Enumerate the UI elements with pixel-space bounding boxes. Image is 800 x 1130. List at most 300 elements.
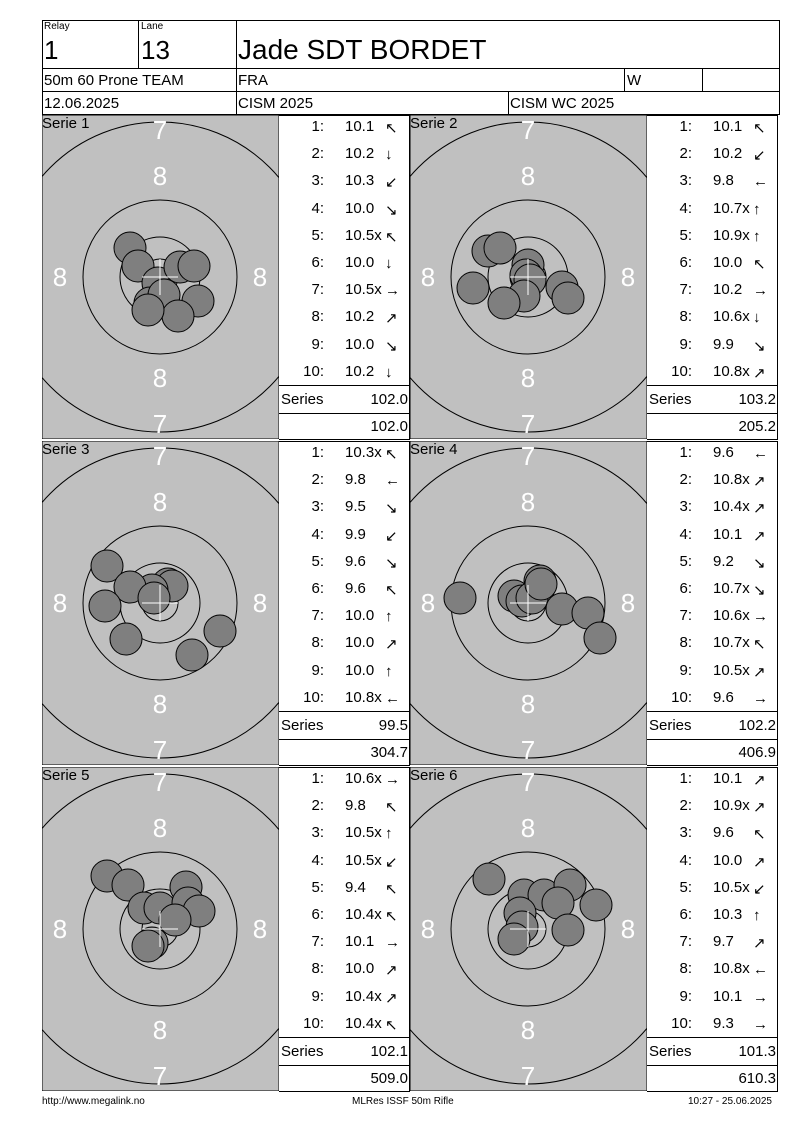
shot-score: 10.6x <box>713 308 750 326</box>
shot-score: 9.6 <box>713 688 734 706</box>
header-block <box>42 20 780 115</box>
shot-number: 1: <box>311 770 324 787</box>
shot-direction-arrow-icon: ↖ <box>753 256 766 273</box>
series-total-label: Series <box>281 391 324 408</box>
shot-score: 10.4x <box>713 498 750 516</box>
series-total-label: Series <box>281 1043 324 1060</box>
shot-number: 10: <box>671 362 692 380</box>
shot-number: 9: <box>679 661 692 679</box>
shot-number: 2: <box>679 797 692 815</box>
shot-direction-arrow-icon: → <box>385 934 400 952</box>
target-image <box>410 441 647 765</box>
shot-direction-arrow-icon: ↖ <box>385 1016 398 1034</box>
shot-direction-arrow-icon: ↙ <box>385 527 398 545</box>
shot-hole <box>498 923 530 955</box>
shot-score: 9.4 <box>345 878 366 896</box>
shot-score: 10.0 <box>713 254 743 271</box>
shot-direction-arrow-icon: ↖ <box>385 228 398 246</box>
shot-number: 1: <box>679 118 692 135</box>
shot-direction-arrow-icon: ↗ <box>753 663 766 681</box>
running-total-value: 610.3 <box>738 1070 776 1087</box>
shot-direction-arrow-icon: ↖ <box>385 880 398 898</box>
ring-number: 7 <box>152 115 168 145</box>
shot-number: 9: <box>679 335 692 353</box>
shot-score: 9.5 <box>345 498 366 516</box>
ring-number: 8 <box>52 588 68 618</box>
footer-timestamp: 10:27 - 25.06.2025 <box>688 1096 772 1107</box>
shot-direction-arrow-icon: ↑ <box>753 907 761 924</box>
shot-number: 5: <box>679 226 692 244</box>
shot-direction-arrow-icon: ← <box>385 472 400 490</box>
shot-direction-arrow-icon: ↖ <box>753 120 766 137</box>
series-total-value: 102.0 <box>370 391 408 408</box>
shot-direction-arrow-icon: ↘ <box>385 554 398 572</box>
ring-number: 8 <box>620 588 636 618</box>
shot-row <box>279 526 410 553</box>
shot-row <box>279 960 410 987</box>
shot-direction-arrow-icon: ↗ <box>385 989 398 1007</box>
shot-score: 10.3 <box>713 906 743 923</box>
target-image <box>42 441 279 765</box>
shot-number: 10: <box>671 1014 692 1032</box>
shot-number: 9: <box>311 987 324 1005</box>
series-title: Serie 6 <box>410 767 458 784</box>
date: 12.06.2025 <box>44 95 120 112</box>
shot-score: 10.1 <box>345 118 375 135</box>
shot-score: 10.1 <box>713 525 743 543</box>
shot-score: 10.1 <box>713 987 743 1005</box>
ring-number: 8 <box>152 689 168 719</box>
running-total-value: 509.0 <box>370 1070 408 1087</box>
shot-row <box>647 988 778 1015</box>
shot-number: 8: <box>311 960 324 978</box>
shot-number: 10: <box>303 362 324 380</box>
shot-hole <box>132 930 164 962</box>
shot-score: 10.0 <box>345 634 375 652</box>
shot-direction-arrow-icon: ↘ <box>753 337 766 355</box>
shot-row <box>279 879 410 906</box>
relay-number: 1 <box>44 35 59 65</box>
shot-number: 5: <box>311 226 324 244</box>
shot-score: 9.3 <box>713 1014 734 1032</box>
shot-direction-arrow-icon: → <box>753 988 768 1006</box>
shot-hole <box>552 282 584 314</box>
shot-direction-arrow-icon: ↗ <box>753 527 766 545</box>
ring-number: 8 <box>252 914 268 944</box>
shot-number: 4: <box>679 199 692 217</box>
shot-score: 10.4x <box>345 906 382 923</box>
shot-direction-arrow-icon: ← <box>385 689 400 707</box>
series-total-label: Series <box>649 717 692 734</box>
shot-number: 9: <box>311 335 324 353</box>
shot-hole <box>176 639 208 671</box>
target-image <box>410 115 647 439</box>
shot-list <box>279 441 410 765</box>
ring-number: 7 <box>152 441 168 471</box>
shot-direction-arrow-icon: ↗ <box>385 962 398 980</box>
shot-number: 2: <box>679 145 692 163</box>
lane-number: 13 <box>141 35 170 65</box>
ring-number: 7 <box>520 115 536 145</box>
shot-direction-arrow-icon: ↗ <box>753 772 766 789</box>
shot-score: 10.1 <box>345 933 375 951</box>
ring-number: 8 <box>252 588 268 618</box>
shot-score: 9.2 <box>713 552 734 570</box>
shot-score: 10.0 <box>345 254 375 271</box>
shot-score: 10.3x <box>345 444 382 461</box>
shot-number: 8: <box>311 634 324 652</box>
shot-row <box>279 281 410 308</box>
target-image <box>410 767 647 1091</box>
series-totals <box>647 385 778 440</box>
series-totals <box>279 385 410 440</box>
shot-direction-arrow-icon: → <box>753 689 768 707</box>
shot-direction-arrow-icon: ↘ <box>385 337 398 355</box>
shot-direction-arrow-icon: ↙ <box>753 147 766 165</box>
shot-score: 10.5x <box>345 851 382 869</box>
shot-score: 10.2 <box>345 145 375 163</box>
shot-row <box>647 662 778 689</box>
shot-score: 10.5x <box>345 824 382 842</box>
shot-score: 10.9x <box>713 797 750 815</box>
shot-direction-arrow-icon: → <box>753 282 768 300</box>
shot-hole <box>178 250 210 282</box>
shot-list <box>647 441 778 765</box>
shot-row <box>647 879 778 906</box>
ring-number: 7 <box>520 735 536 765</box>
shot-number: 3: <box>311 498 324 516</box>
shot-row <box>279 770 410 797</box>
ring-number: 8 <box>420 914 436 944</box>
shot-score: 10.5x <box>713 661 750 679</box>
shot-score: 10.0 <box>345 607 375 625</box>
shot-direction-arrow-icon: ↗ <box>753 935 766 953</box>
shot-direction-arrow-icon: ↖ <box>753 826 766 844</box>
shot-row <box>279 580 410 607</box>
shot-score: 9.8 <box>345 471 366 489</box>
series-title: Serie 4 <box>410 441 458 458</box>
shot-score: 10.0 <box>345 960 375 978</box>
ring-number: 8 <box>520 363 536 393</box>
shot-score: 9.6 <box>345 552 366 570</box>
shot-number: 2: <box>311 797 324 815</box>
shot-number: 8: <box>679 634 692 652</box>
shot-hole <box>488 287 520 319</box>
series-total-value: 102.2 <box>738 717 776 734</box>
shot-row <box>279 172 410 199</box>
shot-direction-arrow-icon: ↑ <box>753 200 761 218</box>
shot-row <box>279 145 410 172</box>
series-totals <box>647 1037 778 1092</box>
shot-row <box>279 852 410 879</box>
shot-row <box>279 444 410 471</box>
shot-score: 10.5x <box>713 878 750 896</box>
shot-number: 7: <box>679 933 692 951</box>
gender: W <box>627 72 642 89</box>
shot-direction-arrow-icon: → <box>385 771 400 788</box>
shot-score: 10.8x <box>345 688 382 706</box>
shot-direction-arrow-icon: ← <box>753 173 768 191</box>
shot-direction-arrow-icon: ↗ <box>753 500 766 518</box>
shot-score: 10.9x <box>713 226 750 244</box>
shot-score: 9.6 <box>345 580 366 597</box>
series-totals <box>279 1037 410 1092</box>
ring-number: 8 <box>520 487 536 517</box>
shot-number: 7: <box>311 933 324 951</box>
shot-direction-arrow-icon: ↑ <box>385 662 393 680</box>
series-title: Serie 2 <box>410 115 458 132</box>
shot-score: 10.6x <box>345 770 382 787</box>
shot-row <box>279 498 410 525</box>
shot-number: 9: <box>679 987 692 1005</box>
shot-score: 10.4x <box>345 1014 382 1032</box>
shot-row <box>647 553 778 580</box>
series-totals <box>647 711 778 766</box>
footer-url[interactable]: http://www.megalink.no <box>42 1096 145 1107</box>
shot-direction-arrow-icon: ↘ <box>385 500 398 518</box>
shot-row <box>279 797 410 824</box>
shot-number: 5: <box>311 552 324 570</box>
shot-score: 9.7 <box>713 933 734 951</box>
shot-direction-arrow-icon: ↑ <box>753 227 761 245</box>
shot-hole <box>484 232 516 264</box>
shot-score: 10.2 <box>345 308 375 326</box>
series-total-value: 99.5 <box>378 717 408 734</box>
shot-number: 5: <box>679 552 692 570</box>
ring-number: 8 <box>520 161 536 191</box>
shot-row <box>279 634 410 661</box>
running-total-value: 102.0 <box>370 418 408 435</box>
shot-direction-arrow-icon: → <box>753 608 768 626</box>
shot-score: 9.6 <box>713 824 734 842</box>
shot-row <box>647 172 778 199</box>
ring-number: 7 <box>152 1061 168 1091</box>
shot-list <box>647 115 778 439</box>
series-title: Serie 5 <box>42 767 90 784</box>
shot-hole <box>584 622 616 654</box>
shot-row <box>647 118 778 145</box>
shot-number: 6: <box>311 906 324 923</box>
ring-number: 7 <box>152 735 168 765</box>
relay-label: Relay <box>44 21 70 32</box>
series-total-label: Series <box>649 1043 692 1060</box>
shot-number: 2: <box>311 145 324 163</box>
target-image <box>42 115 279 439</box>
shot-score: 10.2 <box>345 362 375 380</box>
shot-direction-arrow-icon: ↗ <box>753 853 766 871</box>
series-title: Serie 1 <box>42 115 90 132</box>
shot-row <box>647 770 778 797</box>
shot-number: 8: <box>679 960 692 978</box>
ring-number: 7 <box>520 441 536 471</box>
series-totals <box>279 711 410 766</box>
shot-direction-arrow-icon: ← <box>753 445 768 462</box>
shot-number: 1: <box>679 770 692 787</box>
shot-hole <box>444 582 476 614</box>
shot-direction-arrow-icon: ↙ <box>385 853 398 871</box>
shot-row <box>647 580 778 607</box>
ring-number: 8 <box>620 914 636 944</box>
shot-direction-arrow-icon: ↘ <box>753 554 766 572</box>
shot-number: 7: <box>679 607 692 625</box>
shot-score: 10.0 <box>345 335 375 353</box>
shot-list <box>279 115 410 439</box>
shot-direction-arrow-icon: ↗ <box>385 310 398 328</box>
shot-row <box>647 852 778 879</box>
series-total-value: 101.3 <box>738 1043 776 1060</box>
shot-row <box>279 553 410 580</box>
shot-direction-arrow-icon: ↙ <box>753 880 766 898</box>
shot-number: 2: <box>311 471 324 489</box>
lane-label: Lane <box>141 21 164 32</box>
shot-row <box>647 308 778 335</box>
shot-row <box>647 824 778 851</box>
shot-row <box>647 906 778 933</box>
shot-row <box>647 960 778 987</box>
shot-row <box>647 471 778 498</box>
shot-number: 3: <box>679 824 692 842</box>
shot-direction-arrow-icon: ↓ <box>385 363 393 381</box>
shot-score: 10.7x <box>713 634 750 652</box>
shot-number: 4: <box>311 525 324 543</box>
shot-score: 10.1 <box>713 770 743 787</box>
ring-number: 8 <box>152 363 168 393</box>
shot-number: 4: <box>311 851 324 869</box>
shot-row <box>279 336 410 363</box>
shot-score: 9.8 <box>713 172 734 190</box>
shot-score: 10.7x <box>713 580 750 597</box>
shot-number: 3: <box>311 824 324 842</box>
shot-list <box>279 767 410 1091</box>
shot-score: 10.8x <box>713 362 750 380</box>
ring-number: 8 <box>52 914 68 944</box>
shot-row <box>279 254 410 281</box>
ring-number: 8 <box>420 262 436 292</box>
shot-row <box>647 797 778 824</box>
shot-row <box>647 526 778 553</box>
ring-number: 8 <box>152 487 168 517</box>
shot-row <box>647 281 778 308</box>
shot-direction-arrow-icon: ↖ <box>385 446 398 463</box>
shot-row <box>647 227 778 254</box>
shot-number: 7: <box>311 607 324 625</box>
shot-direction-arrow-icon: ↙ <box>385 174 398 192</box>
shot-number: 3: <box>679 498 692 516</box>
ring-number: 7 <box>520 409 536 439</box>
shot-number: 7: <box>679 281 692 299</box>
shot-score: 10.8x <box>713 960 750 978</box>
shot-row <box>647 607 778 634</box>
series-total-label: Series <box>649 391 692 408</box>
shot-score: 9.9 <box>713 335 734 353</box>
shot-hole <box>132 294 164 326</box>
series-title: Serie 3 <box>42 441 90 458</box>
shot-hole <box>110 623 142 655</box>
ring-number: 7 <box>152 767 168 797</box>
series-panel <box>410 441 778 765</box>
shot-number: 6: <box>311 580 324 597</box>
series-panel <box>42 767 410 1091</box>
shot-number: 2: <box>679 471 692 489</box>
footer-software: MLRes ISSF 50m Rifle <box>352 1096 454 1107</box>
shot-number: 4: <box>679 525 692 543</box>
shot-direction-arrow-icon: ↖ <box>385 582 398 599</box>
shot-hole <box>457 272 489 304</box>
shot-list <box>647 767 778 1091</box>
shot-score: 9.6 <box>713 444 734 461</box>
target-image <box>42 767 279 1091</box>
series-panel <box>410 767 778 1091</box>
ring-number: 8 <box>620 262 636 292</box>
shot-row <box>647 254 778 281</box>
shot-number: 8: <box>679 308 692 326</box>
shot-direction-arrow-icon: → <box>385 282 400 300</box>
shot-number: 1: <box>311 118 324 135</box>
shot-direction-arrow-icon: ↗ <box>753 799 766 817</box>
shot-score: 9.8 <box>345 797 366 815</box>
shot-number: 10: <box>671 688 692 706</box>
shot-score: 9.9 <box>345 525 366 543</box>
competition: CISM 2025 <box>238 95 314 112</box>
shot-direction-arrow-icon: ↘ <box>753 582 766 599</box>
shot-number: 4: <box>311 199 324 217</box>
shot-row <box>647 444 778 471</box>
shot-row <box>647 498 778 525</box>
ring-number: 8 <box>52 262 68 292</box>
shot-number: 10: <box>303 688 324 706</box>
shot-direction-arrow-icon: ↖ <box>385 799 398 817</box>
ring-number: 8 <box>152 813 168 843</box>
shot-score: 10.8x <box>713 471 750 489</box>
running-total-value: 205.2 <box>738 418 776 435</box>
shot-direction-arrow-icon: ↘ <box>385 201 398 219</box>
shot-number: 6: <box>679 906 692 923</box>
shot-hole <box>159 904 191 936</box>
shot-row <box>647 145 778 172</box>
shot-direction-arrow-icon: ↖ <box>753 636 766 654</box>
shot-row <box>647 933 778 960</box>
running-total-value: 304.7 <box>370 744 408 761</box>
shot-direction-arrow-icon: → <box>753 1015 768 1033</box>
ring-number: 8 <box>520 1015 536 1045</box>
shot-row <box>279 988 410 1015</box>
shot-number: 3: <box>311 172 324 190</box>
nation: FRA <box>238 72 268 89</box>
shot-row <box>279 607 410 634</box>
shot-number: 6: <box>679 254 692 271</box>
shot-score: 10.2 <box>713 145 743 163</box>
shot-score: 10.0 <box>345 661 375 679</box>
shot-score: 10.0 <box>345 199 375 217</box>
shot-score: 10.4x <box>345 987 382 1005</box>
shot-score: 10.5x <box>345 226 382 244</box>
shot-hole <box>138 582 170 614</box>
shot-number: 5: <box>311 878 324 896</box>
shot-number: 9: <box>311 661 324 679</box>
shot-number: 6: <box>311 254 324 271</box>
shot-row <box>279 200 410 227</box>
ring-number: 7 <box>520 767 536 797</box>
shot-row <box>279 933 410 960</box>
event-name: 50m 60 Prone TEAM <box>44 72 184 89</box>
shooter-name: Jade SDT BORDET <box>238 34 487 65</box>
shot-number: 7: <box>311 281 324 299</box>
shot-score: 10.6x <box>713 607 750 625</box>
ring-number: 8 <box>420 588 436 618</box>
shot-score: 10.3 <box>345 172 375 190</box>
shot-score: 10.7x <box>713 199 750 217</box>
shot-direction-arrow-icon: ↓ <box>753 309 761 327</box>
